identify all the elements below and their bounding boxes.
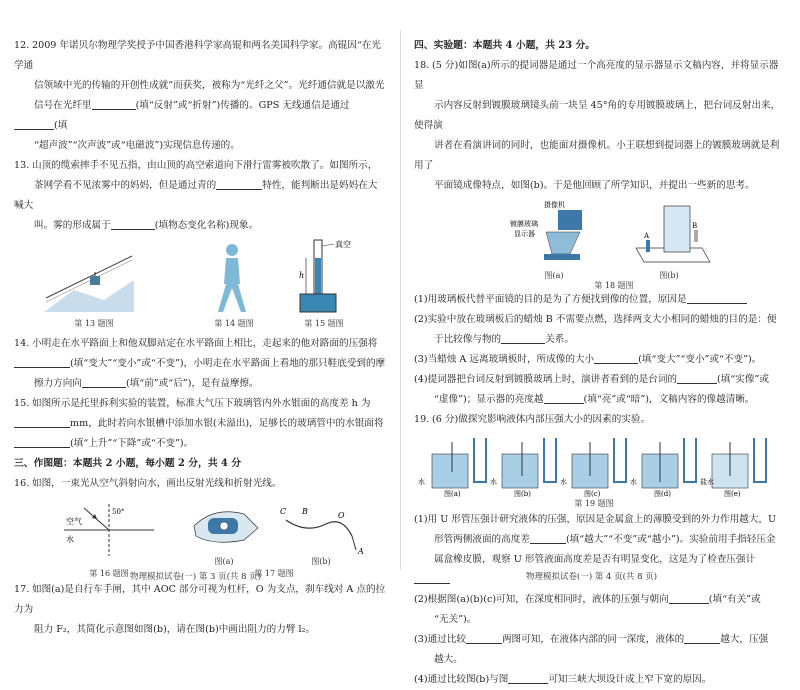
water-label: 水 — [66, 535, 74, 544]
water-label: 水 — [490, 478, 497, 486]
figure-18b-mirror-setup — [632, 200, 712, 266]
air-label: 空气 — [66, 517, 82, 526]
beaker-d — [630, 438, 696, 498]
question-18: 18. (5 分)如图(a)所示的提词器是通过一个高亮度的显示器显示文稿内容，并将显示器显 示内容反射到镀膜玻璃镜头前一块呈 45°角的专用镀膜玻璃上，把台词反射出来，使得演 讲者在看演讲词的同时，也能面对摄像机。小王联想到提词器上的镀膜玻璃就是利用了 平面镜成像特点，如图(b)。于是他回顾了所学知识，并提出一些新的思考。 — [414, 60, 781, 191]
caption-fig18b: 图(b) — [659, 271, 679, 280]
figures-16-17 — [14, 496, 386, 580]
question-19: 19. (6 分)做探究影响液体内部压强大小的因素的实验。 — [414, 414, 651, 425]
caption-fig13: 第 13 题图 — [74, 319, 114, 328]
answer-blank[interactable] — [501, 332, 545, 344]
caption-fig17: 第 17 题图 — [254, 569, 294, 578]
answer-blank[interactable] — [92, 98, 136, 110]
point-A: A — [358, 547, 364, 556]
h-label: h — [299, 271, 305, 280]
caption-fig15: 第 15 题图 — [304, 319, 344, 328]
figure-19 — [414, 432, 782, 510]
answer-blank[interactable] — [414, 572, 450, 584]
answer-blank[interactable] — [111, 218, 155, 230]
beaker-e — [700, 438, 766, 498]
figure-15-torricelli-tube — [294, 238, 354, 314]
caption-fig17b: 图(b) — [311, 557, 331, 566]
beaker-a — [418, 438, 486, 498]
answer-blank[interactable] — [684, 632, 720, 644]
figure-17b-lever — [276, 500, 366, 556]
answer-blank[interactable] — [687, 292, 747, 304]
question-14: 14. 小明走在水平路面上和他双脚站定在水平路面上相比，走起来的他对路面的压强将 (填“变大”“变小”或“不变”)，小明走在水平路面上看地的那只鞋底受到的摩 擦力方向向 (填“前”或“后”)，是有益摩擦。 — [14, 338, 386, 389]
figure-19-pressure-gauges — [414, 432, 774, 498]
caption-fig17a: 图(a) — [214, 557, 234, 566]
figure-18 — [414, 198, 782, 290]
figure-18a-teleprompter — [510, 198, 610, 270]
section-3-heading: 三、作图题：本题共 2 小题，每小题 2 分，共 4 分 — [14, 458, 242, 469]
water-label: 水 — [418, 478, 425, 486]
answer-blank[interactable] — [216, 178, 262, 190]
answer-blank[interactable] — [594, 352, 638, 364]
footer-page-3: 物理模拟试卷(一) 第 3 页(共 8 页) — [130, 572, 262, 582]
beaker-b — [490, 438, 556, 498]
question-16: 16. 如图，一束光从空气斜射向水，画出反射光线和折射光线。 — [14, 478, 282, 489]
question-15: 15. 如图所示是托里拆利实验的装置，标准大气压下玻璃管内外水银面的高度差 h 为 mm，此时若向水银槽中添加水银(未溢出)，足够长的玻璃管中的水银面将 (填“上升”“下降”或“不变”)。 — [14, 398, 384, 449]
vacuum-label: 真空 — [335, 240, 351, 249]
answer-blank[interactable] — [677, 372, 717, 384]
candle-B-label: B — [692, 222, 698, 230]
question-19-parts: (1)用 U 形管压强计研究液体的压强，原因是金属盒上的薄膜受到的外力作用越大，U 形管两侧液面的高度差 (填“越大”“不变”或“越小”)。实验前用手指轻压金 属盒橡皮膜，观察 U 形管液面高度差是否有明显变化，这是为了检查压强计 (2)根据图(a)(b)(c)可知，在深度相同时，液体的压强与朝向 (填“有关”或 “无关”)。 (3)通过比较 两图可知，在液体内部的同一深度，液体的 越大，压强 越大。 (4)通过比较图(b)与图 可知三峡大坝设计成上窄下宽的原因。 — [414, 514, 777, 685]
answer-blank[interactable] — [508, 672, 548, 684]
caption-fig18: 第 18 题图 — [594, 281, 634, 290]
point-B: B — [302, 507, 308, 516]
answer-blank[interactable] — [14, 416, 70, 428]
beaker-c — [560, 438, 626, 498]
question-13: 13. 山顶的缆索摔手不见五指，由山顶的高空索道向下滑行雷雾被吹散了。如图所示， 茶网学看不见浓雾中的妈妈，但是通过青的 特性，能判断出是妈妈在大喊大 叫。雾的形成属于 (填物态变化名称)现象。 — [14, 160, 378, 231]
figure-16-light-refraction — [64, 500, 154, 560]
point-O: O — [338, 511, 345, 520]
angle-label: 50° — [112, 508, 125, 516]
question-17: 17. 如图(a)是自行车手闸，其中 AOC 部分可视为杠杆，O 为支点，刹车线对 A 点的拉力为 阻力 F₂，其简化示意图如图(b)，请在图(b)中画出阻力的力臂 l₂。 — [14, 584, 386, 635]
label-fig19c: 图(c) — [584, 490, 601, 498]
answer-blank[interactable] — [14, 436, 70, 448]
caption-fig16: 第 16 题图 — [89, 569, 129, 578]
answer-blank[interactable] — [14, 356, 70, 368]
question-12: 12. 2009 年诺贝尔物理学奖授予中国香港科学家高锟和两名美国科学家。高锟因“在光学通 信领域中光的传输的开创性成就”而获奖，被称为“光纤之父”。光纤通信就是以激光 信号在光纤里 (填“反射”或“折射”)传播的。GPS 无线通信是通过(填 “超声波”“次声波”或“电磁波”)实现信息传递的。 — [14, 40, 385, 151]
caption-fig14: 第 14 题图 — [214, 319, 254, 328]
display-label: 显示器 — [514, 230, 535, 238]
water-label: 水 — [560, 478, 567, 486]
answer-blank[interactable] — [544, 392, 584, 404]
water-label: 水 — [630, 478, 637, 486]
answer-blank[interactable] — [14, 118, 54, 130]
answer-blank[interactable] — [466, 632, 502, 644]
label-fig19a: 图(a) — [444, 490, 461, 498]
candle-A-label: A — [644, 232, 650, 240]
figure-14-walking-person — [212, 242, 252, 314]
section-4-heading: 四、实验题：本题共 4 小题，共 23 分。 — [414, 40, 596, 51]
footer-page-4: 物理模拟试卷(一) 第 4 页(共 8 页) — [526, 572, 658, 582]
page-4 — [400, 0, 800, 685]
label-fig19d: 图(d) — [654, 490, 671, 498]
answer-blank[interactable] — [669, 592, 709, 604]
glass-label: 镀膜玻璃 — [510, 220, 538, 228]
figure-17a-bike-brake — [184, 496, 264, 558]
figures-13-15 — [14, 238, 386, 334]
point-C: C — [280, 507, 287, 516]
figure-13-cable-car — [44, 250, 134, 312]
caption-fig18a: 图(a) — [544, 271, 564, 280]
camera-label: 摄像机 — [544, 201, 565, 209]
question-18-parts: (1)用玻璃板代替平面镜的目的是为了方便找到像的位置，原因是 (2)实验中放在玻璃板后的蜡烛 B 不需要点燃，选择两支大小相同的蜡烛的目的是：便 于比较像与物的 关系。 (3)当蜡烛 A 远离玻璃板时，所成像的大小 (填“变大”“变小”或“不变”)。 (4)提词器把台词反射到镀膜玻璃上时，演讲者看到的是台词的 (填“实像”或 “虚像”)；显示器的亮度越 (填“亮”或“暗”)，文稿内容的像越清晰。 — [414, 294, 777, 405]
label-fig19b: 图(b) — [514, 490, 531, 498]
label-fig19e: 图(e) — [724, 490, 741, 498]
caption-fig19: 第 19 题图 — [574, 499, 614, 508]
saltwater-label: 盐水 — [700, 478, 714, 486]
answer-blank[interactable] — [82, 376, 126, 388]
page-3 — [0, 0, 400, 635]
answer-blank[interactable] — [530, 532, 566, 544]
